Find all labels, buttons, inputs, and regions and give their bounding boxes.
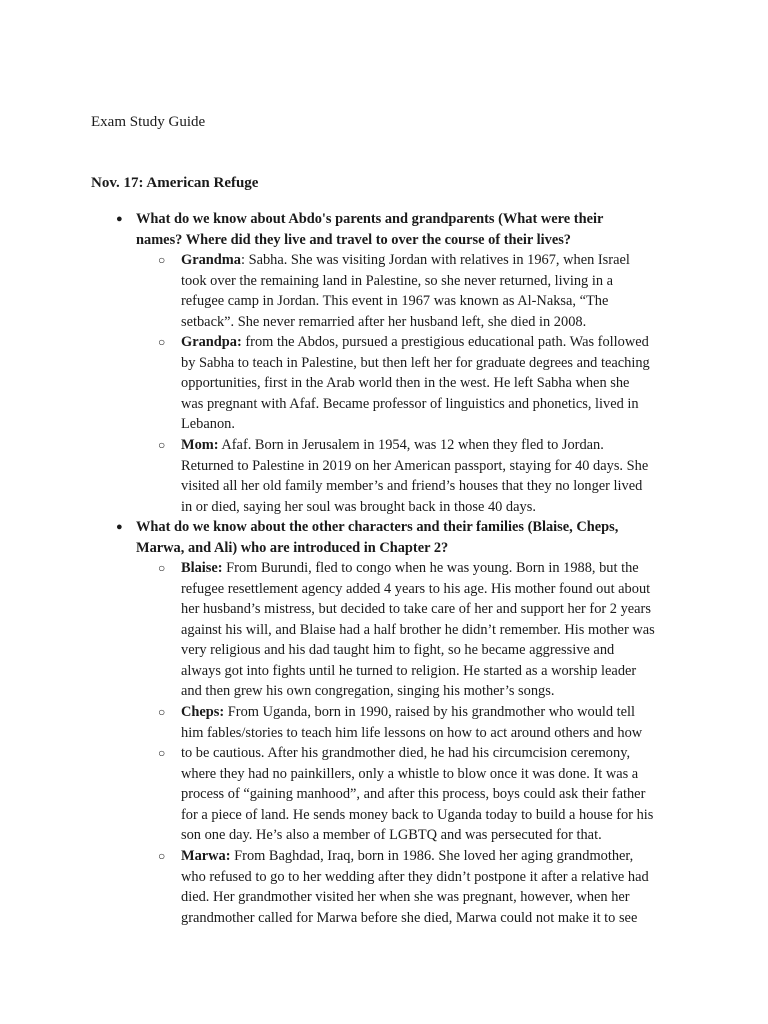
answer-text	[181, 702, 642, 743]
answer-line: son one day. He’s also a member of LGBTQ and was persecuted for that.	[181, 827, 602, 843]
answer-line: by Sabha to teach in Palestine, but then left her for graduate degrees and teaching	[181, 354, 650, 371]
answer-line: from the Abdos, pursued a prestigious educational path. Was followed	[241, 334, 649, 350]
answer-line: Returned to Palestine in 2019 on her American passport, staying for 40 days. She	[181, 457, 649, 474]
answer-line: opportunities, first in the Arab world then in the west. He left Sabha when she	[181, 375, 630, 391]
question-text	[136, 517, 618, 558]
section-heading: Nov. 17: American Refuge	[91, 175, 259, 191]
answer-label: Mom:	[181, 437, 219, 453]
bullet-icon: ●	[116, 213, 123, 225]
answer-line: From Burundi, fled to congo when he was young. Born in 1988, but the	[222, 560, 639, 576]
answer-label: Blaise:	[181, 560, 223, 576]
answer-line: him fables/stories to teach him life lessons on how to act around others and how	[181, 724, 643, 741]
bullet-icon: ●	[116, 521, 123, 533]
answer-line: where they had no painkillers, only a whistle to blow once it was done. It was a	[181, 765, 639, 782]
answer-text	[181, 558, 655, 702]
answer-text	[181, 250, 630, 332]
answer-line: died. Her grandmother visited her when she was pregnant, however, when her	[181, 889, 630, 905]
answer-text	[181, 846, 649, 928]
answer-text	[181, 435, 648, 517]
sub-bullet-icon: ○	[158, 705, 166, 719]
question-line: What do we know about Abdo's parents and grandparents (What were their	[136, 211, 604, 227]
answer-line: refugee resettlement agency added 4 years to his age. His mother found out about	[181, 580, 651, 597]
answer-line: Lebanon.	[181, 416, 235, 432]
answer-label: Cheps:	[181, 704, 225, 720]
answer-line: : Sabha. She was visiting Jordan with relatives in 1967, when Israel	[240, 252, 630, 268]
sub-bullet-icon: ○	[158, 746, 166, 760]
answer-line: against his will, and Blaise had a half brother he didn’t remember. His mother was	[181, 621, 655, 638]
sub-bullet-icon: ○	[158, 335, 166, 349]
answer-line: was pregnant with Afaf. Became professor of linguistics and phonetics, lived in	[181, 395, 639, 412]
answer-line: process of “gaining manhood”, and after this process, boys could ask their father	[181, 786, 646, 802]
sub-bullet-icon: ○	[158, 561, 166, 575]
sub-bullet-icon: ○	[158, 253, 166, 267]
question-line: Marwa, and Ali) who are introduced in Chapter 2?	[136, 539, 449, 556]
answer-line: refugee camp in Jordan. This event in 1967 was known as Al-Naksa, “The	[181, 293, 609, 309]
sub-bullet-icon: ○	[158, 849, 166, 863]
answer-line: From Uganda, born in 1990, raised by his grandmother who would tell	[224, 704, 636, 720]
answer-text	[181, 743, 653, 846]
answer-line: and then grew his own congregation, singing his mother’s songs.	[181, 683, 555, 699]
answer-label: Marwa:	[181, 848, 231, 864]
answer-line: setback”. She never remarried after her husband left, she died in 2008.	[181, 313, 587, 330]
answer-line: took over the remaining land in Palestine, so she never returned, living in a	[181, 272, 614, 289]
answer-line: who refused to go to her wedding after they didn’t postpone it after a relative had	[181, 868, 649, 885]
question-line: names? Where did they live and travel to over the course of their lives?	[136, 231, 571, 248]
answer-line: to be cautious. After his grandmother died, he had his circumcision ceremony,	[181, 745, 631, 761]
answer-line: Afaf. Born in Jerusalem in 1954, was 12 when they fled to Jordan.	[218, 437, 604, 453]
question-line: What do we know about the other characters and their families (Blaise, Cheps,	[136, 519, 619, 535]
answer-line: in or died, saying her soul was brought back in those 40 days.	[181, 498, 536, 515]
answer-line: grandmother called for Marwa before she died, Marwa could not make it to see	[181, 909, 638, 926]
answer-line: From Baghdad, Iraq, born in 1986. She loved her aging grandmother,	[230, 848, 634, 864]
answer-line: visited all her old family member’s and friend’s houses that they no longer lived	[181, 478, 643, 494]
question-text	[136, 209, 603, 250]
answer-label: Grandma	[181, 252, 241, 268]
document-title: Exam Study Guide	[91, 114, 206, 130]
answer-line: for a piece of land. He sends money back to Uganda today to build a house for his	[181, 806, 654, 823]
answer-label: Grandpa:	[181, 334, 242, 350]
answer-line: her husband’s mistress, but decided to take care of her and support her for 2 years	[181, 601, 651, 617]
answer-line: very religious and his dad taught him to fight, so he became aggressive and	[181, 642, 615, 658]
sub-bullet-icon: ○	[158, 438, 166, 452]
answer-line: always got into fights until he turned to religion. He started as a worship leader	[181, 662, 637, 679]
answer-text	[181, 332, 650, 435]
